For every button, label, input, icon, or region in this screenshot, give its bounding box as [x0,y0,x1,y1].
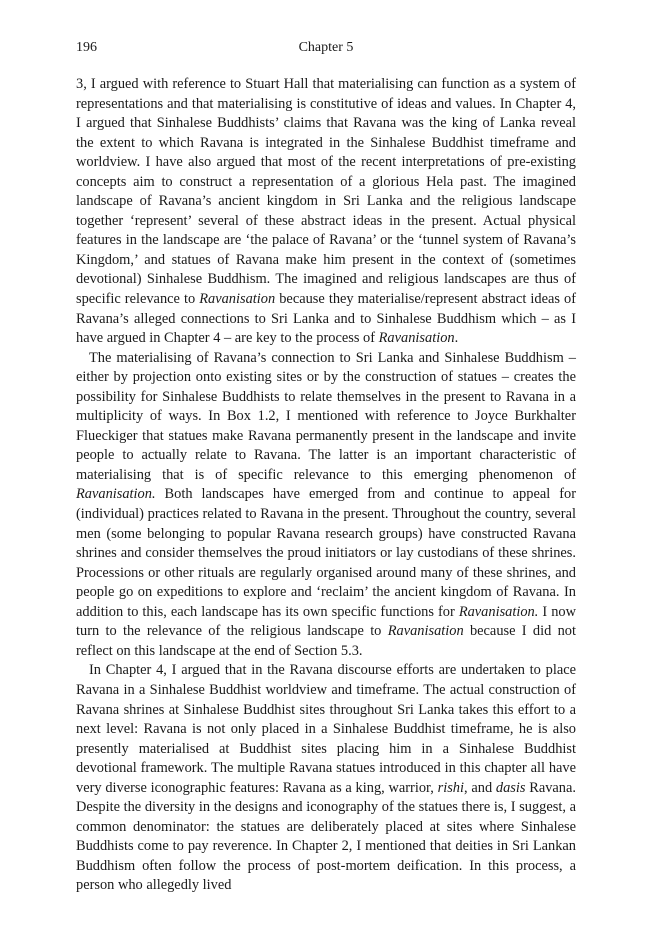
running-head: Chapter 5 [298,40,354,55]
text-run: In Chapter 4, I argued that in the Ravana discourse efforts are undertaken to place Ravana in a Sinhalese Buddhist worldview and timeframe. The actual construction of Ravana shrines at Sinhalese Buddhist sites throughout Sri Lanka takes this effort to a next level: Ravana is not only placed in a Sinhalese Buddhist timeframe, he is also presently materialised at Buddhist sites placing him in a Sinhalese Buddhist devotional framework. The multiple Ravana statues introduced in this chapter all have very diverse iconographic features: Ravana as a king, warrior, [76,662,576,796]
page-number: 196 [76,40,97,55]
text-run: . [454,330,459,347]
text-run: Both landscapes have emerged from and continue to appeal for (individual) practices related to Ravana in the present. Throughout the country, several men (some belonging to popular Ravana research groups) have constructed Ravana shrines and consider themselves the proud initiators or lay custodians of these shrines. Processions or other rituals are regularly organised around many of these shrines, and people go on expeditions to explore and ‘reclaim’ the ancient kingdom of Ravana. In addition to this, each landscape has its own specific functions for [76,486,576,620]
italic-term: Ravanisation [199,291,276,308]
text-run: 3, I argued with reference to Stuart Hall that materialising can function as a system of representations and that materialising is constitutive of ideas and values. In Chapter 4, I argued that Sinhalese Buddhists’ claims that Ravana was the king of Lanka reveal the extent to which Ravana is integrated in the Sinhalese Buddhist timeframe and worldview. I have also argued that most of the recent interpretations of pre-existing concepts aim to construct a representation of a glorious Hela past. The imagined landscape of Ravana’s ancient kingdom in Sri Lanka and the religious landscape together ‘represent’ several of these abstract ideas in the present. Actual physical features in the landscape are ‘the palace of Ravana’ or the ‘tunnel system of Ravana’s Kingdom,’ and statues of Ravana make him present in the context of (sometimes devotional) Sinhalese Buddhism. The imagined and religious landscapes are thus of specific relevance to [76,76,576,308]
text-run: The materialising of Ravana’s connection to Sri Lanka and Sinhalese Buddhism – either by projection onto existing sites or by the construction of statues – creates the possibility for Sinhalese Buddhists to relate themselves in the present to Ravana in a multiplicity of ways. In Box 1.2, I mentioned with reference to Joyce Burkhalter Flueckiger that statues make Ravana permanently present in the landscape and invite people to actually relate to Ravana. The latter is an important characteristic of materialising that is of specific relevance to this emerging phenomenon of [76,349,576,483]
text-run: , and [464,779,496,796]
text-run: Ravana. Despite the diversity in the designs and iconography of the statues there is, I suggest, a common denominator: the statues are deliberately placed at sites where Sinhalese Buddhists come to pay reverence. In Chapter 2, I mentioned that deities in Sri Lankan Buddhism often follow the process of post-mortem deification. In this process, a person who allegedly lived [76,779,576,894]
italic-term: dasis [495,779,526,796]
italic-term: Ravanisation [378,330,455,347]
text-run: I now turn to the relevance of the religious landscape to [76,603,576,640]
paragraph-3 [76,661,576,896]
body-text [76,75,576,896]
text-run: because I did not reflect on this landscape at the end of Section 5.3. [76,623,576,659]
paragraph-2 [76,349,576,662]
italic-term: rishi [437,779,465,796]
page-header [76,40,576,60]
paragraph-1 [76,75,576,349]
italic-term: Ravanisation. [76,486,156,503]
italic-term: Ravanisation. [458,603,539,620]
italic-term: Ravanisation [387,623,464,640]
text-run: because they materialise/represent abstract ideas of Ravana’s alleged connections to Sri Lanka and to Sinhalese Buddhism which – as I have argued in Chapter 4 – are key to the process of [76,291,576,347]
